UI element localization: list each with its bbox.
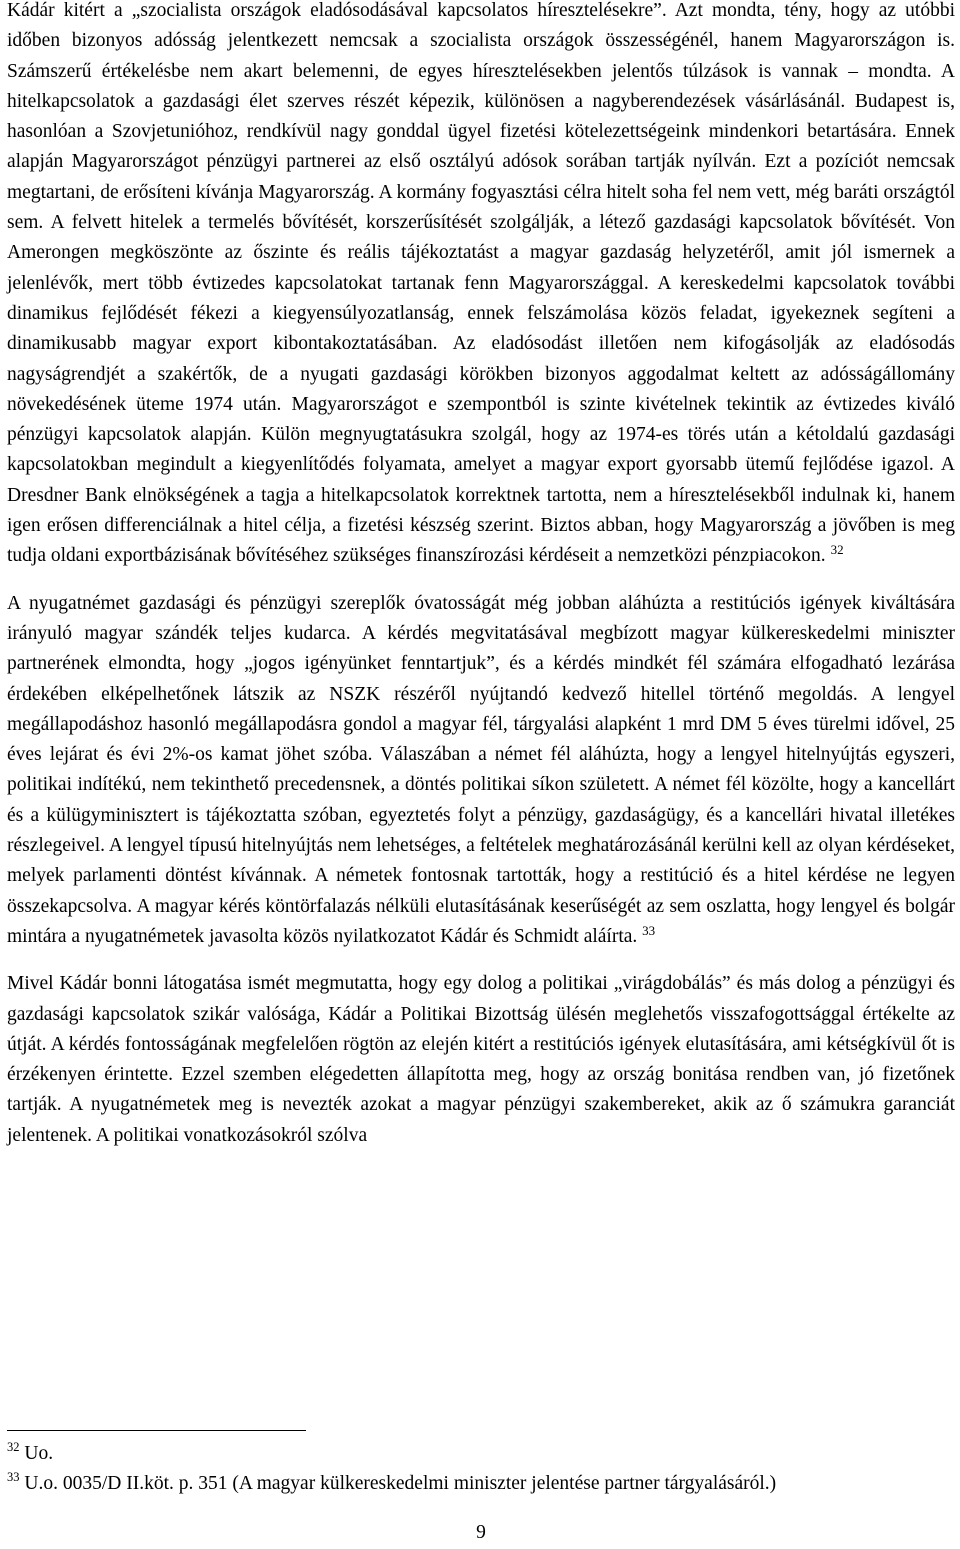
footnote-33 (7, 1469, 955, 1499)
footnote-32 (7, 1439, 955, 1469)
document-page (7, 0, 955, 1549)
paragraph-3 (7, 969, 955, 1151)
footnote-32-text: Uo. (24, 1443, 54, 1464)
paragraph-1-text: Kádár kitért a „szocialista országok eladósodásával kapcsolatos híresztelésekre”. Azt mondta, tény, hogy az utóbbi időben bizonyos adósság jelentkezett nemcsak a szocialista országok összességénél, hanem Magyarországon is. Számszerű értékelésbe nem akart belemenni, de egyes híresztelésekben jelentős túlzások is vannak – mondta. A hitelkapcsolatok a gazdasági élet szerves részét képezik, különösen a nagyberendezések vásárlásánál. Budapest is, hasonlóan a Szovjetunióhoz, rendkívül nagy gonddal ügyel fizetési kötelezettségeink mindenkori betartására. Ennek alapján Magyarországot pénzügyi partnerei az első osztályú adósok sorában tartják nyílván. Ezt a pozíciót nemcsak megtartani, de erősíteni kívánja Magyarország. A kormány fogyasztási célra hitelt soha fel nem vett, még baráti országtól sem. A felvett hitelek a termelés bővítését, korszerűsítését szolgálják, a létező gazdasági kapcsolatok bővítését. Von Amerongen megköszönte az őszinte és reális tájékoztatást a magyar gazdaság helyzetéről, amit jól ismernek a jelenlévők, mert több évtizedes kapcsolatokat tartanak fenn Magyarországgal. A kereskedelmi kapcsolatok további dinamikus fejlődését fékezi a kiegyensúlyozatlanság, ennek felszámolása közös feladat, igyekeznek segíteni a dinamikusabb magyar export kibontakoztatásában. Az eladósodást illetően nem kifogásolják az eladósodás nagyságrendjét a szakértők, de a nyugati gazdasági körökben bizonyos aggodalmat keltett az adósságállomány növekedésének üteme 1974 után. Magyarországot e szempontból is szinte kivételnek tekintik az évtizedes kiváló pénzügyi kapcsolatok alapján. Külön megnyugtatásukra szolgál, hogy az 1974-es törés után a kétoldalú gazdasági kapcsolatokban megindult a kiegyenlítődés folyamata, amelyet a magyar export gyorsabb ütemű fejlődése igazol. A Dresdner Bank elnökségének a tagja a hitelkapcsolatok korrektnek tartotta, nem a híresztelésekből indulnak ki, hanem igen erősen differenciálnak a hitel célja, a fizetési készség szerint. Biztos abban, hogy Magyarország a jövőben is meg tudja oldani exportbázisának bővítéséhez szükséges finanszírozási kérdéseit a nemzetközi pénzpiacokon. (7, 0, 955, 567)
page-number: 9 (476, 1522, 486, 1543)
footnote-33-number: 33 (7, 1470, 20, 1484)
paragraph-2-text: A nyugatnémet gazdasági és pénzügyi szereplők óvatosságát még jobban aláhúzta a restitúciós igények kiváltására irányuló magyar szándék teljes kudarca. A kérdés megvitatásával megbízott magyar külkereskedelmi miniszter partnerének elmondta, hogy „jogos igényünket fenntartjuk”, és a kérdés mindkét fél számára elfogadható lezárása érdekében elképelhetőnek látszik az NSZK részéről nyújtandó kedvező hitellel történő megoldás. A lengyel megállapodáshoz hasonló megállapodásra gondol a magyar fél, tárgyalási alapként 1 mrd DM 5 éves türelmi idővel, 25 éves lejárat és évi 2%-os kamat jöhet szóba. Válaszában a német fél aláhúzta, hogy a lengyel hitelnyújtás egyszeri, politikai indítékú, nem tekinthető precedensnek, a döntés politikai síkon született. A német fél közölte, hogy a kancellárt és a külügyminisztert is tájékoztatta szóban, egyeztetés folyt a pénzügy, gazdaságügy, és a kancellári hivatal illetékes részlegeivel. A lengyel típusú hitelnyújtás nem lehetséges, a feltételek meghatározásánál kerülni kell az olyan kérdéseket, melyek parlamenti döntést kívánnak. A németek fontosnak tartották, hogy a restitúció és a hitel kérdése ne legyen összekapcsolva. A magyar kérés köntörfalazás nélküli elutasításának keserűségét az sem oszlatta, hogy lengyel és bolgár mintára a nyugatnémetek javasolta közös nyilatkozatot Kádár és Schmidt aláírta. (7, 592, 955, 947)
paragraph-3-text: Mivel Kádár bonni látogatása ismét megmutatta, hogy egy dolog a politikai „virágdobálás” és más dolog a pénzügyi és gazdasági kapcsolatok szikár valósága, Kádár a Politikai Bizottság ülésén meglehetős visszafogottsággal értékelte az útját. A kérdés fontosságának megfelelően rögtön az elején kitért a restitúciós igények elutasítására, ami kétségkívül őt is érzékenyen érintette. Ezzel szemben elégedetten állapította meg, hogy az ország bonitása rendben van, jó fizetőnek tartják. A nyugatnémetek meg is nevezték azokat a magyar pénzügyi szakembereket, akik az ő számukra garanciát jelentenek. A politikai vonatkozásokról szólva (7, 973, 955, 1146)
footnote-separator (7, 1430, 306, 1431)
footnote-32-number: 32 (7, 1440, 20, 1454)
footnotes (7, 1439, 955, 1499)
paragraph-2 (7, 589, 955, 953)
paragraph-1 (7, 0, 955, 572)
footnote-ref-32: 32 (830, 542, 844, 558)
footnote-ref-33: 33 (642, 922, 656, 938)
footnote-33-text: U.o. 0035/D II.köt. p. 351 (A magyar külkereskedelmi miniszter jelentése partner tárgyalásáról.) (24, 1473, 777, 1494)
